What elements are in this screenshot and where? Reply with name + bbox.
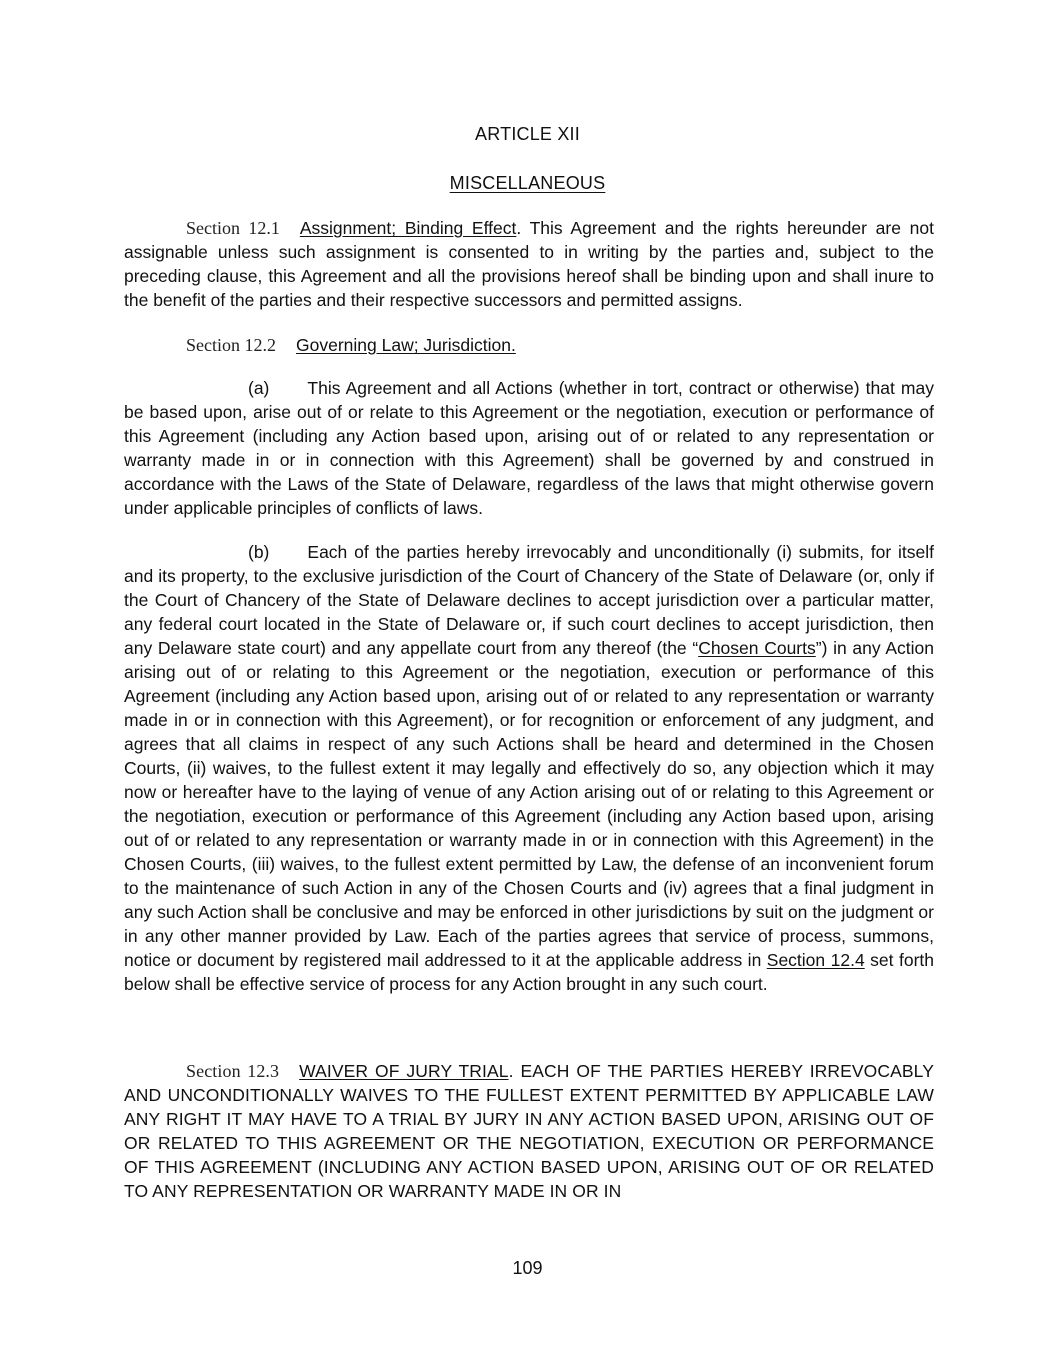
clause-label: (a): [248, 378, 270, 398]
section-number: Section 12.1: [186, 218, 280, 238]
clause-text: set forth below shall be effective service of process for any Action brought in any such court.: [124, 950, 934, 994]
clause-label: (b): [248, 542, 270, 562]
section-12-2-b: [124, 540, 934, 996]
section-12-3: [124, 1059, 934, 1203]
section-reference: Section 12.4: [766, 950, 865, 970]
section-number: Section 12.3: [186, 1061, 280, 1081]
section-heading: Governing Law; Jurisdiction.: [296, 335, 516, 355]
article-title: ARTICLE XII: [475, 124, 580, 144]
section-number: Section 12.2: [186, 335, 276, 355]
section-heading: WAIVER OF JURY TRIAL: [299, 1061, 509, 1081]
section-text: . This Agreement and the rights hereunder are not assignable unless such assignment is consented to in writing by the parties and, subject to the preceding clause, this Agreement and all the provisions hereof shall be binding upon and shall inure to the benefit of the parties and their respective successors and permitted assigns.: [124, 218, 934, 310]
article-subtitle: MISCELLANEOUS: [449, 173, 606, 193]
clause-text: ”) in any Action arising out of or relating to this Agreement or the negotiation, execution or performance of this Agreement (including any Action based upon, arising out of or related to any representation or warranty made in or in connection with this Agreement), or for recognition or enforcement of any judgment, and agrees that all claims in respect of any such Actions shall be heard and determined in the Chosen Courts, (ii) waives, to the fullest extent it may legally and effectively do so, any objection which it may now or hereafter have to the laying of venue of any Action arising out of or relating to this Agreement or the negotiation, execution or performance of this Agreement (including any Action based upon, arising out of or related to any representation or warranty made in or in connection with this Agreement) in the Chosen Courts, (iii) waives, to the fullest extent permitted by Law, the defense of an inconvenient forum to the maintenance of such Action in any of the Chosen Courts and (iv) agrees that a final judgment in any such Action shall be conclusive and may be enforced in other jurisdictions by suit on the judgment or in any other manner provided by Law. Each of the parties agrees that service of process, summons, notice or document by registered mail addressed to it at the applicable address in: [124, 638, 934, 970]
section-text: . EACH OF THE PARTIES HEREBY IRREVOCABLY AND UNCONDITIONALLY WAIVES TO THE FULLEST EXTENT PERMITTED BY APPLICABLE LAW ANY RIGHT IT MAY HAVE TO A TRIAL BY JURY IN ANY ACTION BASED UPON, ARISING OUT OF OR RELATED TO THIS AGREEMENT OR THE NEGOTIATION, EXECUTION OR PERFORMANCE OF THIS AGREEMENT (INCLUDING ANY ACTION BASED UPON, ARISING OUT OF OR RELATED TO ANY REPRESENTATION OR WARRANTY MADE IN OR IN: [124, 1061, 934, 1201]
section-12-2-heading: [124, 333, 934, 357]
clause-text: Each of the parties hereby irrevocably and unconditionally (i) submits, for itself and its property, to the exclusive jurisdiction of the Court of Chancery of the State of Delaware (or, only if the Court of Chancery of the State of Delaware declines to accept jurisdiction over a particular matter, any federal court located in the State of Delaware or, if such court declines to accept jurisdiction, then any Delaware state court) and any appellate court from any thereof (the “: [124, 542, 934, 658]
section-12-2-a: [124, 376, 934, 520]
section-12-1: [124, 216, 934, 312]
clause-text: This Agreement and all Actions (whether in tort, contract or otherwise) that may be based upon, arise out of or relate to this Agreement or the negotiation, execution or performance of this Agreement (including any Action based upon, arising out of or related to any representation or warranty made in or in connection with this Agreement) shall be governed by and construed in accordance with the Laws of the State of Delaware, regardless of the laws that might otherwise govern under applicable principles of conflicts of laws.: [124, 378, 934, 518]
defined-term: Chosen Courts: [698, 638, 816, 658]
page-number: 109: [512, 1258, 543, 1278]
section-heading: Assignment; Binding Effect: [299, 218, 517, 238]
